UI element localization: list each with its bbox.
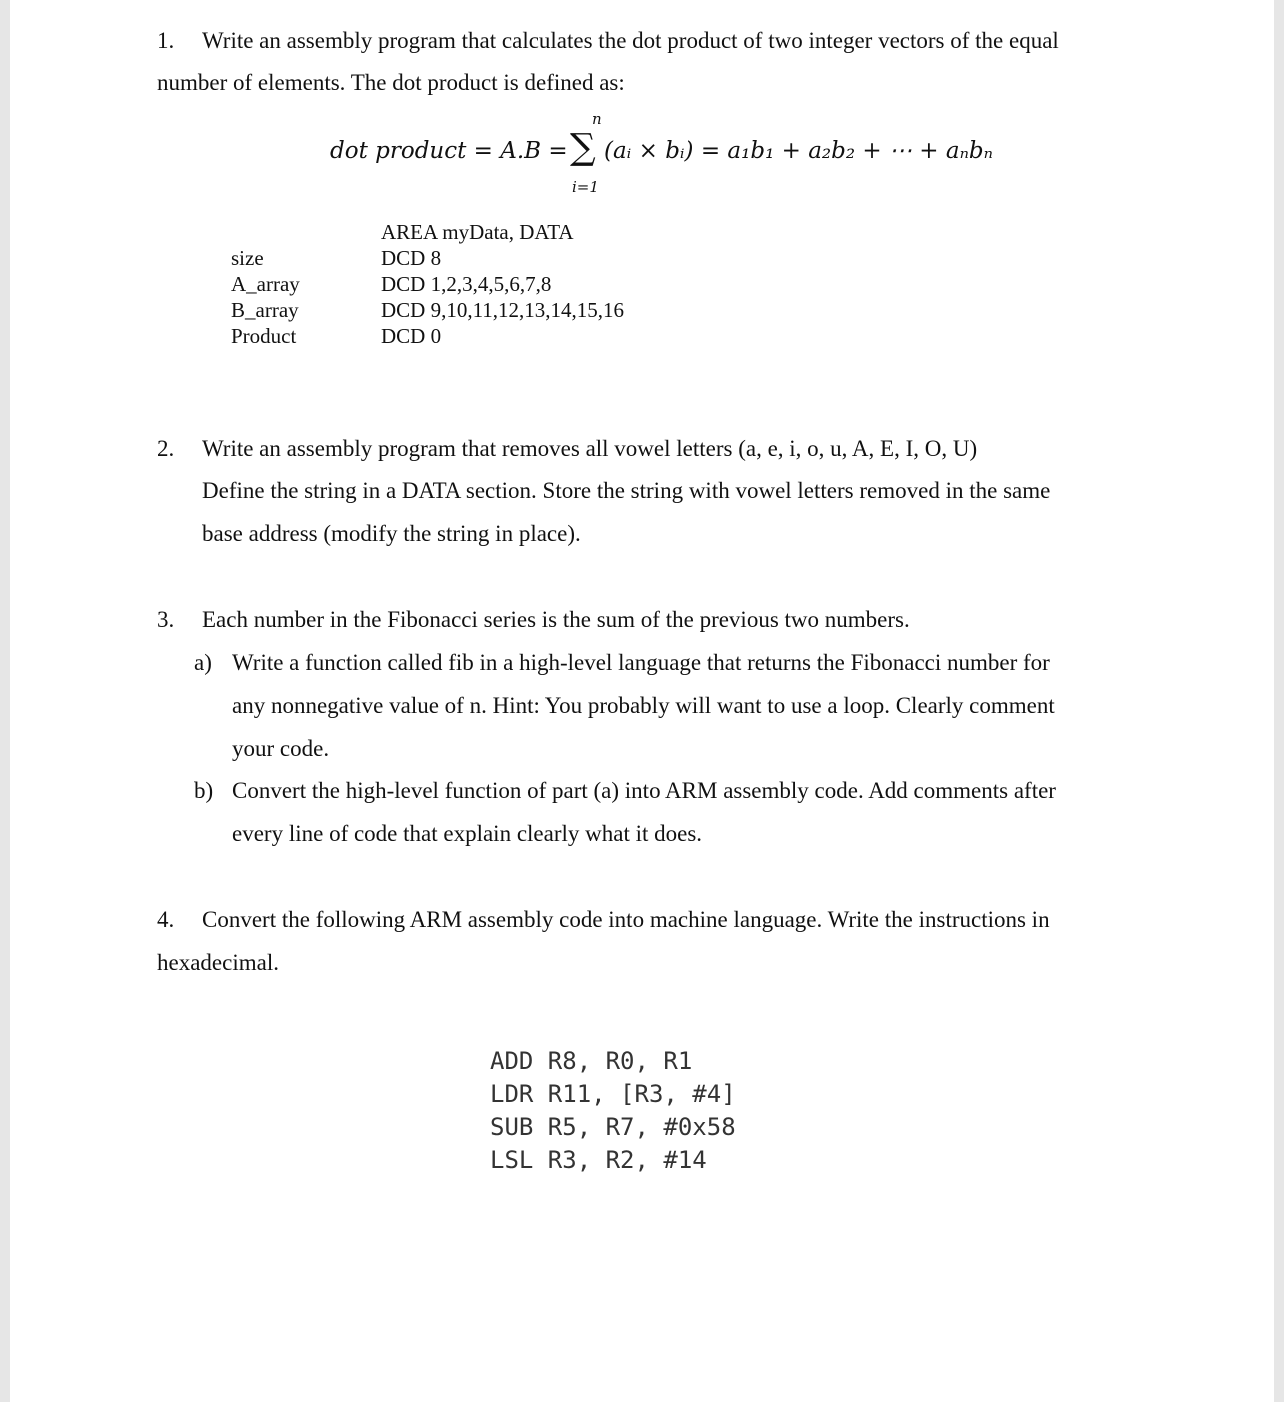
document-page (10, 0, 1274, 1402)
row-label: size (231, 246, 264, 270)
row-value: DCD 0 (381, 324, 442, 348)
q3b-line1: Convert the high-level function of part (a) into ARM assembly code. Add comments after (232, 778, 1056, 803)
sum-upper-limit: n (592, 110, 602, 128)
row-value: DCD 9,10,11,12,13,14,15,16 (381, 298, 625, 322)
code-line: LDR R11, [R3, #4] (490, 1080, 736, 1108)
row-value: DCD 1,2,3,4,5,6,7,8 (381, 272, 552, 296)
q4-line2: hexadecimal. (157, 950, 279, 975)
q4-number: 4. (157, 907, 175, 932)
q4-line1: Convert the following ARM assembly code into machine language. Write the instructions in (202, 907, 1050, 932)
row-label: Product (231, 324, 297, 348)
q3-number: 3. (157, 607, 175, 632)
q1-number: 1. (157, 28, 175, 53)
q3a-line3: your code. (232, 736, 330, 761)
sigma-symbol: ∑ (570, 127, 596, 168)
formula-lhs: dot product = A.B = (330, 138, 568, 164)
row-label: B_array (231, 298, 299, 322)
q1-line2: number of elements. The dot product is defined as: (157, 70, 625, 95)
q2-number: 2. (157, 436, 175, 461)
code-line: LSL R3, R2, #14 (490, 1146, 707, 1174)
q3a-line2: any nonnegative value of n. Hint: You probably will want to use a loop. Clearly comment (232, 693, 1055, 718)
q3b-label: b) (194, 778, 214, 803)
sum-lower-limit: i=1 (572, 178, 599, 196)
q2-line1: Write an assembly program that removes all vowel letters (a, e, i, o, u, A, E, I, O, U) (202, 436, 978, 461)
row-label: A_array (231, 272, 300, 296)
q3-intro: Each number in the Fibonacci series is the sum of the previous two numbers. (202, 607, 910, 632)
formula-rhs: (aᵢ × bᵢ) = a₁b₁ + a₂b₂ + ⋯ + aₙbₙ (604, 138, 993, 164)
q2-line2: Define the string in a DATA section. Store the string with vowel letters removed in the same (202, 478, 1051, 503)
q3a-label: a) (194, 650, 212, 675)
q2-line3: base address (modify the string in place). (202, 521, 581, 546)
area-directive: AREA myData, DATA (381, 220, 574, 244)
q3a-line1: Write a function called fib in a high-level language that returns the Fibonacci number for (232, 650, 1050, 675)
row-value: DCD 8 (381, 246, 442, 270)
q1-line1: Write an assembly program that calculates the dot product of two integer vectors of the equal (202, 28, 1059, 53)
code-line: SUB R5, R7, #0x58 (490, 1113, 736, 1141)
q3b-line2: every line of code that explain clearly what it does. (232, 821, 703, 846)
code-line: ADD R8, R0, R1 (490, 1047, 693, 1075)
